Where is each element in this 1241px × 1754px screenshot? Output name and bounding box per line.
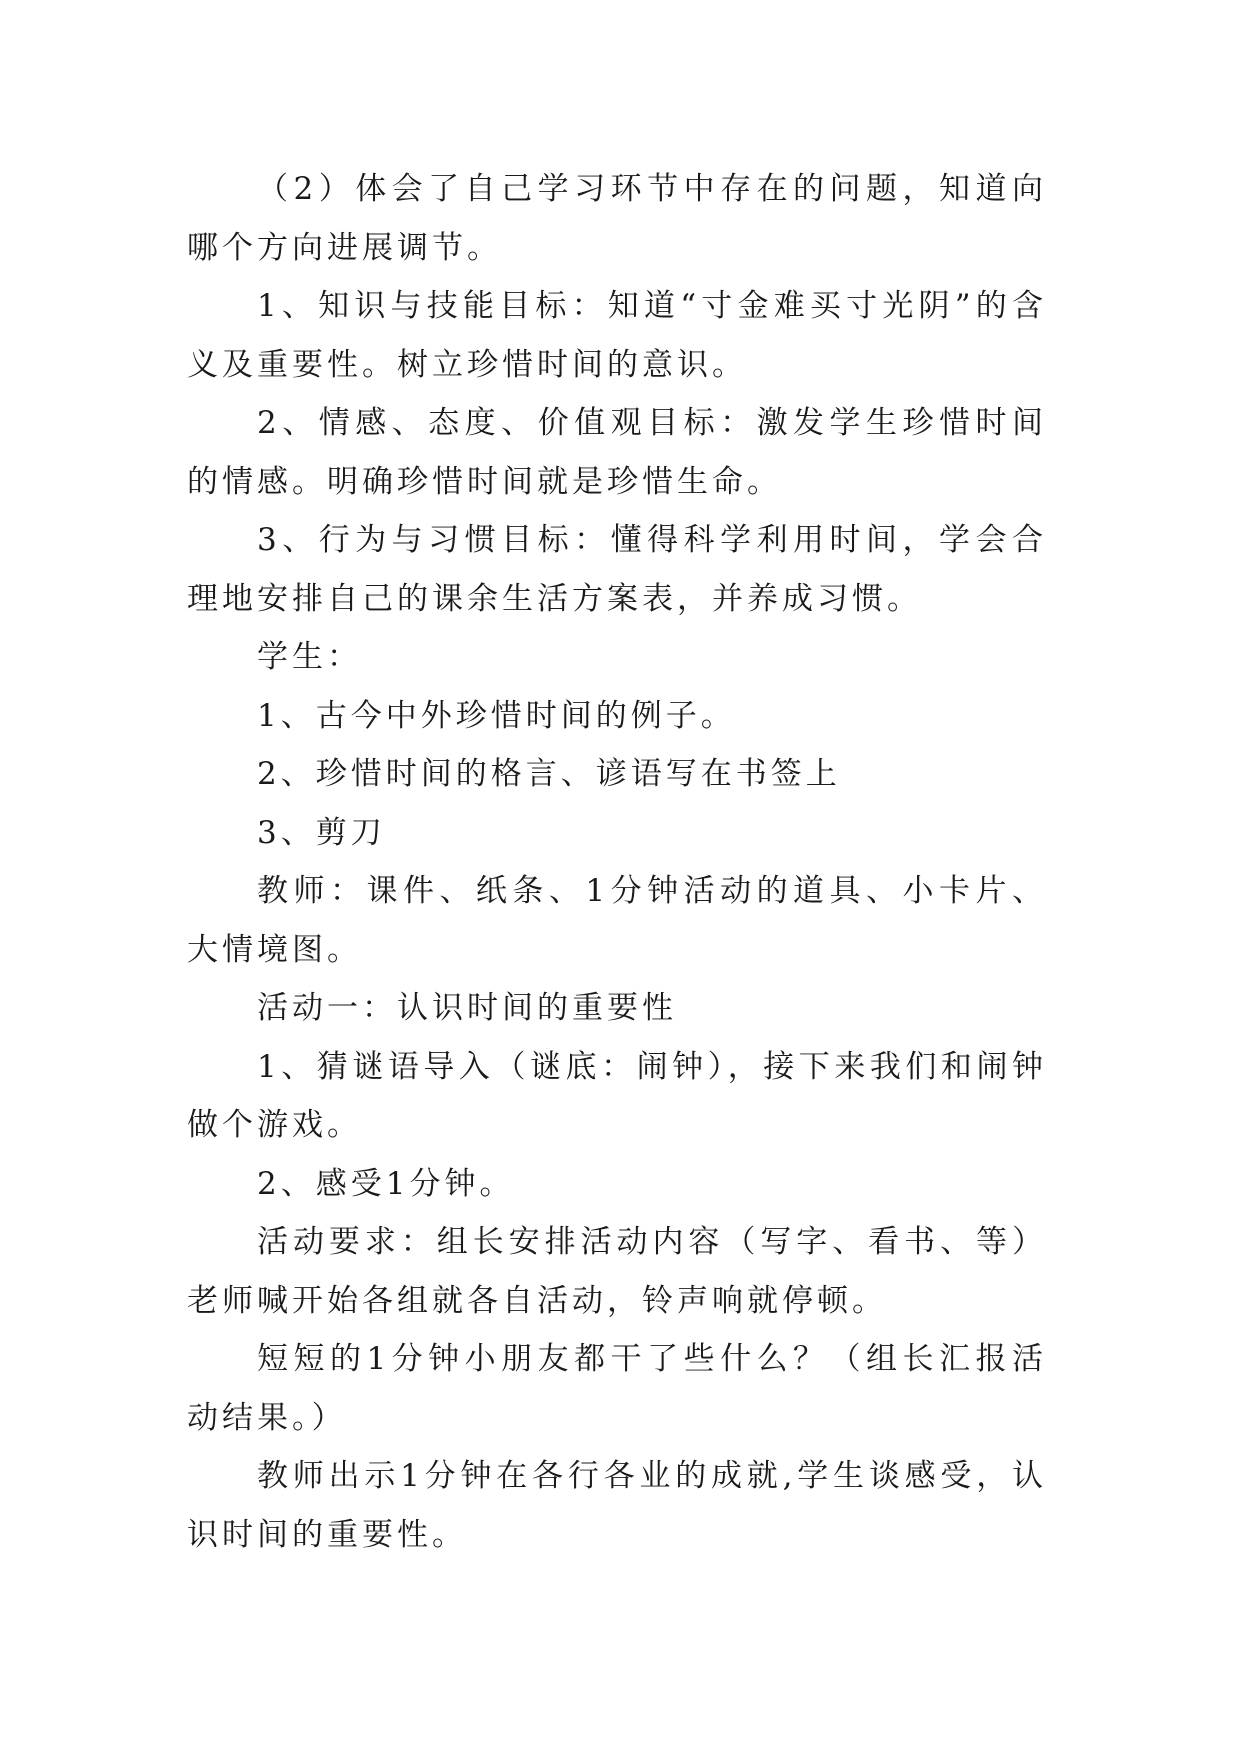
paragraph-4: 3、行为与习惯目标：懂得科学利用时间，学会合理地安排自己的课余生活方案表，并养成习惯。 bbox=[187, 522, 1047, 617]
paragraph-1: （2）体会了自己学习环节中存在的问题，知道向哪个方向进展调节。 bbox=[187, 171, 1047, 266]
paragraph-11: 1、猜谜语导入（谜底：闹钟），接下来我们和闹钟做个游戏。 bbox=[187, 1048, 1047, 1143]
paragraph-6: 1、古今中外珍惜时间的例子。 bbox=[257, 697, 736, 734]
paragraph-15: 教师出示1分钟在各行各业的成就,学生谈感受，认识时间的重要性。 bbox=[187, 1458, 1047, 1553]
paragraph-14: 短短的1分钟小朋友都干了些什么？（组长汇报活动结果。） bbox=[187, 1341, 1047, 1436]
paragraph-10: 活动一：认识时间的重要性 bbox=[257, 990, 677, 1026]
paragraph-7: 2、珍惜时间的格言、谚语写在书签上 bbox=[257, 756, 841, 792]
paragraph-12: 2、感受1分钟。 bbox=[257, 1165, 515, 1202]
paragraph-8: 3、剪刀 bbox=[257, 814, 386, 851]
paragraph-2: 1、知识与技能目标：知道“寸金难买寸光阴”的含义及重要性。树立珍惜时间的意识。 bbox=[187, 288, 1047, 383]
document-body bbox=[187, 160, 1047, 1564]
paragraph-5: 学生： bbox=[257, 639, 362, 675]
paragraph-3: 2、情感、态度、价值观目标：激发学生珍惜时间的情感。明确珍惜时间就是珍惜生命。 bbox=[187, 405, 1047, 500]
paragraph-9: 教师：课件、纸条、1分钟活动的道具、小卡片、大情境图。 bbox=[187, 873, 1047, 968]
paragraph-13: 活动要求：组长安排活动内容（写字、看书、等）老师喊开始各组就各自活动，铃声响就停顿。 bbox=[187, 1224, 1047, 1319]
